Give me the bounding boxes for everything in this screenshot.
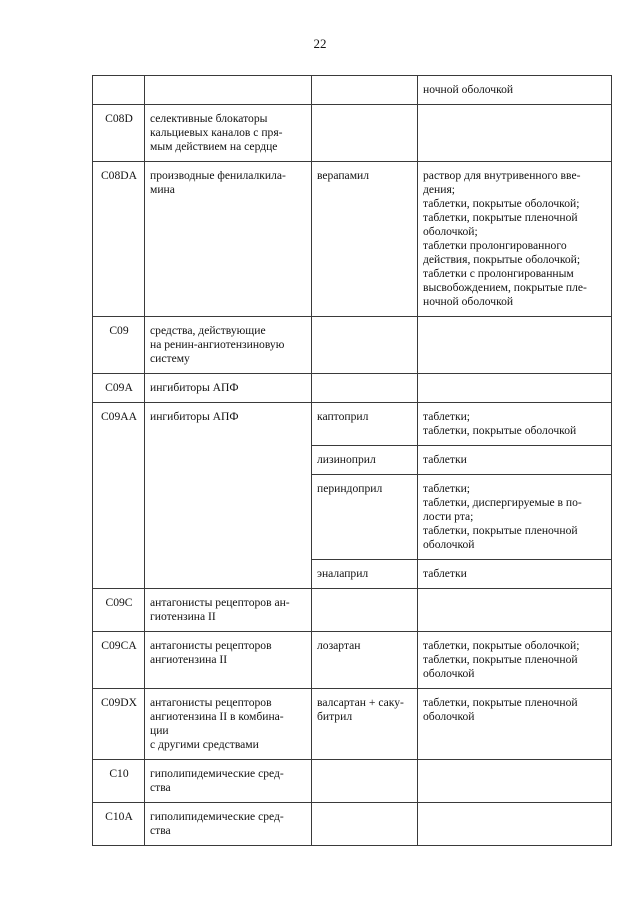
group-line: с другими средствами <box>150 738 259 751</box>
cell-drug <box>312 446 418 475</box>
forms-line: ночной оболочкой <box>423 295 514 308</box>
group-line: ции <box>150 724 169 737</box>
cell-group <box>145 76 312 105</box>
cell-forms <box>418 105 612 162</box>
cell-atc-code: C09 <box>93 317 145 374</box>
forms-line: таблетки, покрытые пленочной <box>423 696 578 709</box>
drug-line: валсартан + саку- <box>317 696 404 709</box>
cell-forms <box>418 403 612 446</box>
table-row <box>93 803 612 846</box>
forms-line: таблетки <box>423 567 467 580</box>
drug-line: верапамил <box>317 169 370 182</box>
forms-line: таблетки, покрытые оболочкой; <box>423 639 580 652</box>
forms-line: таблетки, покрытые пленочной <box>423 524 578 537</box>
group-line: кальциевых каналов с пря- <box>150 126 283 139</box>
cell-drug <box>312 403 418 446</box>
table-body <box>93 76 612 846</box>
cell-group <box>145 374 312 403</box>
cell-forms <box>418 589 612 632</box>
forms-line: лости рта; <box>423 510 474 523</box>
cell-atc-code: C10 <box>93 760 145 803</box>
table-row <box>93 317 612 374</box>
cell-drug <box>312 803 418 846</box>
cell-forms <box>418 760 612 803</box>
cell-drug <box>312 162 418 317</box>
forms-line: таблетки, покрытые пленочной <box>423 653 578 666</box>
table-row <box>93 76 612 105</box>
group-line: гиполипидемические сред- <box>150 810 284 823</box>
cell-drug <box>312 76 418 105</box>
table-row <box>93 689 612 760</box>
group-line: систему <box>150 352 190 365</box>
group-line: на ренин-ангиотензиновую <box>150 338 285 351</box>
forms-line: оболочкой <box>423 667 475 680</box>
drug-line: периндоприл <box>317 482 383 495</box>
cell-forms <box>418 162 612 317</box>
group-line: антагонисты рецепторов <box>150 696 272 709</box>
group-line: ства <box>150 824 171 837</box>
cell-forms <box>418 76 612 105</box>
drug-line: лозартан <box>317 639 361 652</box>
forms-line: высвобождением, покрытые пле- <box>423 281 587 294</box>
cell-forms <box>418 446 612 475</box>
cell-atc-code: C09A <box>93 374 145 403</box>
page-number: 22 <box>313 36 327 51</box>
forms-line: таблетки, покрытые пленочной <box>423 211 578 224</box>
group-line: ангиотензина II <box>150 653 228 666</box>
group-line: ства <box>150 781 171 794</box>
table-row <box>93 162 612 317</box>
forms-line: оболочкой <box>423 538 475 551</box>
group-line: ингибиторы АПФ <box>150 410 239 423</box>
group-line: средства, действующие <box>150 324 266 337</box>
forms-line: таблетки с пролонгированным <box>423 267 574 280</box>
cell-group <box>145 105 312 162</box>
forms-line: таблетки, диспергируемые в по- <box>423 496 582 509</box>
forms-line: дения; <box>423 183 456 196</box>
cell-forms <box>418 374 612 403</box>
cell-drug <box>312 632 418 689</box>
cell-atc-code: C10A <box>93 803 145 846</box>
table-row <box>93 632 612 689</box>
drug-line: битрил <box>317 710 353 723</box>
cell-atc-code: C08D <box>93 105 145 162</box>
cell-atc-code: C09CA <box>93 632 145 689</box>
cell-forms <box>418 475 612 560</box>
cell-group <box>145 689 312 760</box>
cell-group <box>145 760 312 803</box>
group-line: антагонисты рецепторов ан- <box>150 596 290 609</box>
forms-line: таблетки, покрытые оболочкой; <box>423 197 580 210</box>
forms-line: раствор для внутривенного вве- <box>423 169 581 182</box>
cell-drug <box>312 105 418 162</box>
forms-line: оболочкой; <box>423 225 478 238</box>
group-line: ингибиторы АПФ <box>150 381 239 394</box>
cell-drug <box>312 374 418 403</box>
table-row <box>93 760 612 803</box>
cell-drug <box>312 760 418 803</box>
cell-forms <box>418 317 612 374</box>
drug-table <box>92 75 612 846</box>
table-row <box>93 105 612 162</box>
drug-line: лизиноприл <box>317 453 376 466</box>
cell-group <box>145 803 312 846</box>
forms-line: таблетки пролонгированного <box>423 239 567 252</box>
forms-line: таблетки <box>423 453 467 466</box>
cell-drug <box>312 317 418 374</box>
group-line: гиполипидемические сред- <box>150 767 284 780</box>
forms-line: таблетки, покрытые оболочкой <box>423 424 577 437</box>
group-line: антагонисты рецепторов <box>150 639 272 652</box>
cell-group <box>145 403 312 589</box>
forms-line: таблетки; <box>423 482 471 495</box>
table-row <box>93 589 612 632</box>
cell-forms <box>418 689 612 760</box>
cell-group <box>145 632 312 689</box>
cell-drug <box>312 689 418 760</box>
group-line: селективные блокаторы <box>150 112 268 125</box>
forms-line: действия, покрытые оболочкой; <box>423 253 581 266</box>
cell-drug <box>312 589 418 632</box>
group-line: мина <box>150 183 175 196</box>
cell-group <box>145 589 312 632</box>
table-row <box>93 374 612 403</box>
cell-atc-code: C09DX <box>93 689 145 760</box>
cell-atc-code: C08DA <box>93 162 145 317</box>
table-row <box>93 403 612 446</box>
cell-drug <box>312 475 418 560</box>
cell-atc-code: C09AA <box>93 403 145 589</box>
forms-line: таблетки; <box>423 410 471 423</box>
forms-line: ночной оболочкой <box>423 83 514 96</box>
drug-line: эналаприл <box>317 567 369 580</box>
cell-drug <box>312 560 418 589</box>
cell-atc-code <box>93 76 145 105</box>
group-line: производные фенилалкила- <box>150 169 286 182</box>
forms-line: оболочкой <box>423 710 475 723</box>
group-line: гиотензина II <box>150 610 216 623</box>
cell-forms <box>418 632 612 689</box>
cell-group <box>145 162 312 317</box>
group-line: мым действием на сердце <box>150 140 278 153</box>
cell-forms <box>418 560 612 589</box>
cell-atc-code: C09C <box>93 589 145 632</box>
group-line: ангиотензина II в комбина- <box>150 710 284 723</box>
cell-forms <box>418 803 612 846</box>
cell-group <box>145 317 312 374</box>
drug-line: каптоприл <box>317 410 369 423</box>
